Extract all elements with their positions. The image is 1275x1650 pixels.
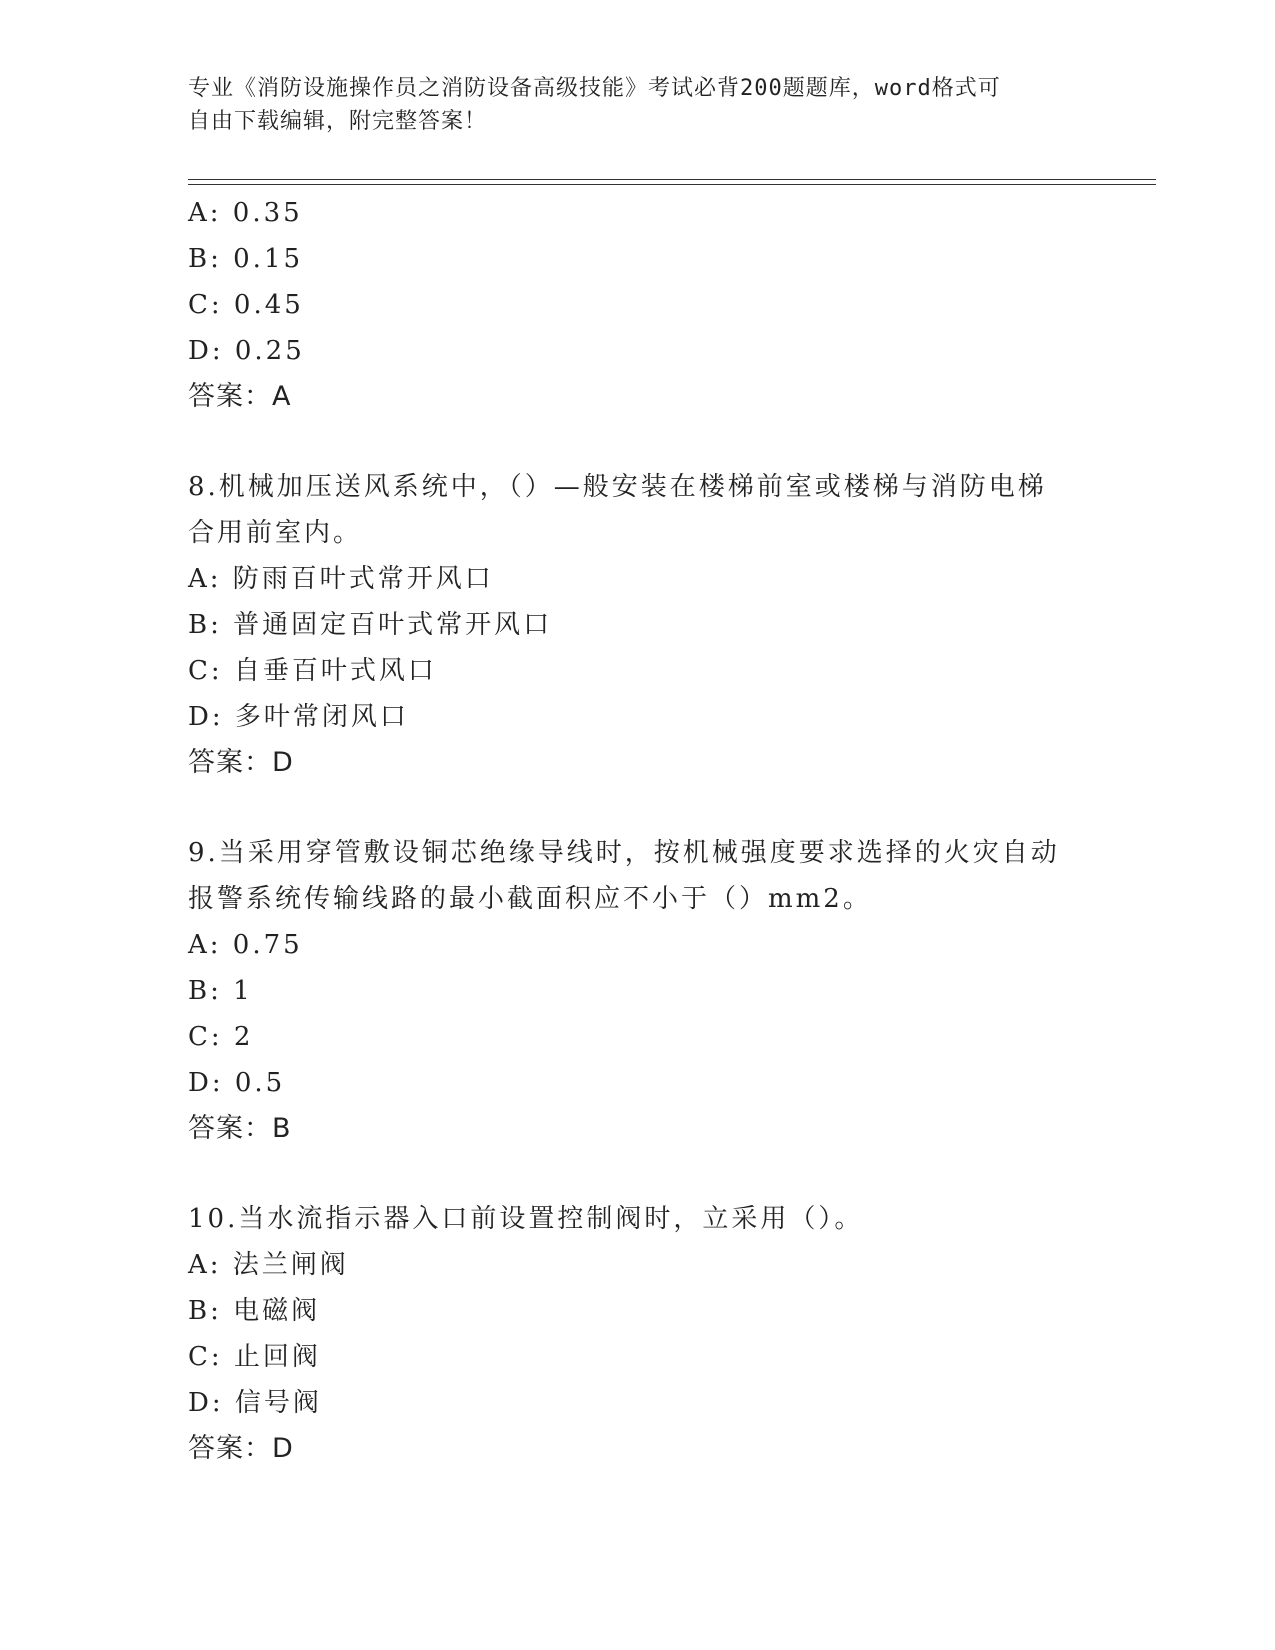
option-c: C: 止回阀 <box>188 1342 321 1372</box>
question-list <box>188 190 1068 1472</box>
question-8 <box>188 464 1068 786</box>
option-b: B: 0.15 <box>188 244 304 274</box>
option-c: C: 0.45 <box>188 290 304 320</box>
question-text-line-1: 8.机械加压送风系统中，（）—般安装在楼梯前室或楼梯与消防电梯 <box>188 472 1047 502</box>
option-b: B: 1 <box>188 976 253 1006</box>
option-d: D: 多叶常闭风口 <box>188 702 409 732</box>
option-a: A: 0.35 <box>188 198 303 228</box>
option-b: B: 普通固定百叶式常开风口 <box>188 610 553 640</box>
option-d: D: 0.25 <box>188 336 305 366</box>
question-9 <box>188 830 1068 1152</box>
answer: 答案：D <box>188 747 294 778</box>
option-a: A: 法兰闸阀 <box>188 1250 349 1280</box>
question-10 <box>188 1196 1068 1472</box>
option-a: A: 0.75 <box>188 930 303 960</box>
option-a: A: 防雨百叶式常开风口 <box>188 564 494 594</box>
question-carryover <box>188 190 1068 420</box>
header-line-1: 专业《消防设施操作员之消防设备高级技能》考试必背200题题库，word格式可 <box>188 76 1001 101</box>
header-divider-bottom <box>188 184 1156 185</box>
option-c: C: 2 <box>188 1022 254 1052</box>
option-d: D: 信号阀 <box>188 1388 322 1418</box>
question-text-line-2: 合用前室内。 <box>188 518 363 548</box>
answer: 答案：D <box>188 1433 294 1464</box>
question-text-line-1: 10.当水流指示器入口前设置控制阀时，立采用（）。 <box>188 1204 864 1234</box>
question-text-line-2: 报警系统传输线路的最小截面积应不小于（）mm2。 <box>188 884 872 914</box>
document-header <box>188 72 1068 138</box>
option-c: C: 自垂百叶式风口 <box>188 656 437 686</box>
option-b: B: 电磁阀 <box>188 1296 321 1326</box>
header-divider-top <box>188 179 1156 180</box>
answer: 答案：B <box>188 1113 292 1144</box>
answer: 答案：A <box>188 381 292 412</box>
option-d: D: 0.5 <box>188 1068 286 1098</box>
header-line-2: 自由下载编辑，附完整答案！ <box>188 109 488 134</box>
question-text-line-1: 9.当采用穿管敷设铜芯绝缘导线时，按机械强度要求选择的火灾自动 <box>188 838 1060 868</box>
